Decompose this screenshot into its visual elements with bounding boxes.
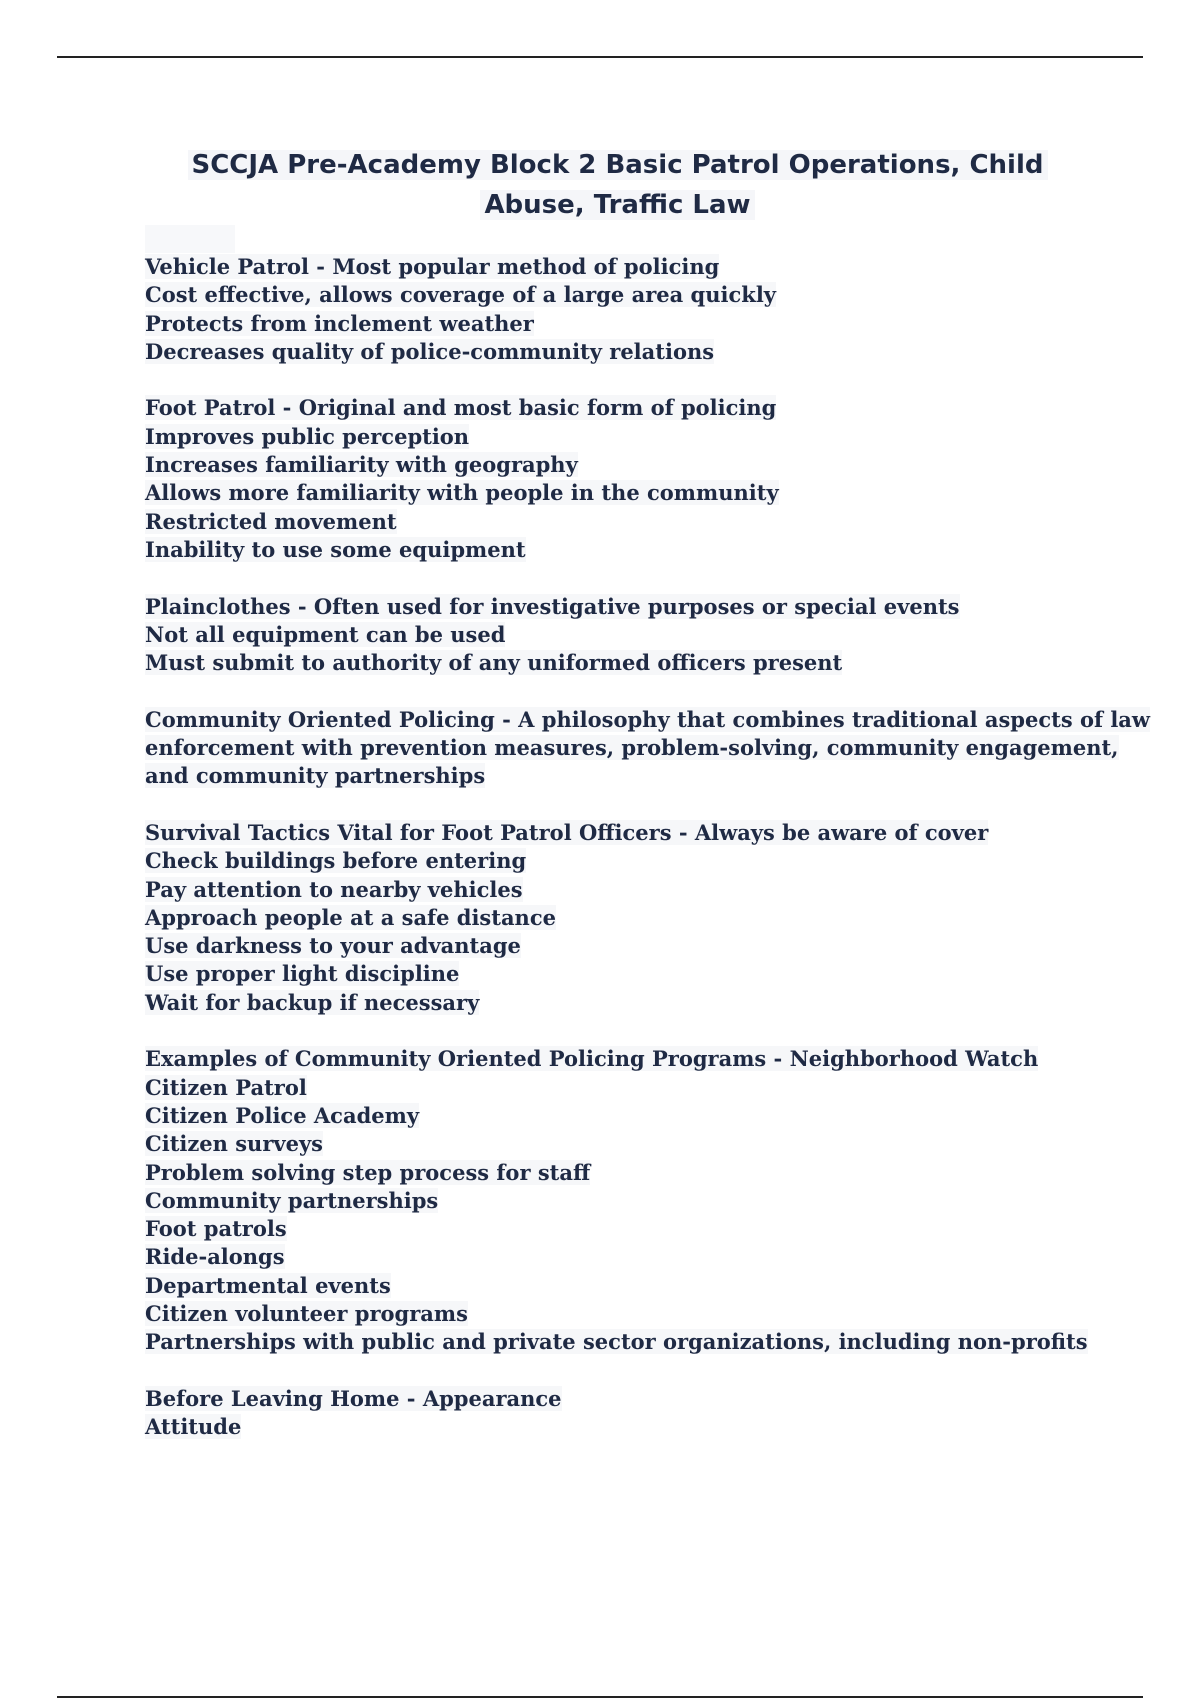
section-line <box>145 1102 1095 1130</box>
section-line <box>145 989 1095 1017</box>
section-line <box>145 1300 1095 1328</box>
section-line <box>145 479 1095 507</box>
section-line <box>145 621 1095 649</box>
line-text: Protects from inclement weather <box>145 310 534 336</box>
section-heading-line <box>145 819 1095 847</box>
line-text: Citizen Police Academy <box>145 1102 420 1128</box>
line-text: Plainclothes - Often used for investigative purposes or special events <box>145 593 960 619</box>
line-text: and community partnerships <box>145 763 486 789</box>
section-line <box>145 338 1095 366</box>
line-text: Problem solving step process for staff <box>145 1159 591 1185</box>
line-text: enforcement with prevention measures, problem-solving, community engagement, <box>145 735 1119 761</box>
line-text: Increases familiarity with geography <box>145 452 578 478</box>
section-line <box>145 932 1095 960</box>
line-text: Vehicle Patrol - Most popular method of policing <box>145 254 720 279</box>
line-text: Before Leaving Home - Appearance <box>145 1385 562 1411</box>
line-text: Allows more familiarity with people in the community <box>145 480 779 506</box>
title-line-2: Abuse, Traffic Law <box>480 190 754 220</box>
section-line <box>145 1328 1095 1356</box>
line-text: Survival Tactics Vital for Foot Patrol Officers - Always be aware of cover <box>145 819 989 845</box>
section-heading-line <box>145 394 1095 422</box>
document-body <box>145 253 1150 1470</box>
line-text: Foot patrols <box>145 1216 287 1242</box>
section-heading-line <box>145 1045 1095 1073</box>
line-text: Approach people at a safe distance <box>145 904 556 930</box>
section-line <box>145 1272 1095 1300</box>
line-text: Wait for backup if necessary <box>145 989 480 1015</box>
bottom-rule <box>57 1696 1143 1698</box>
line-text: Must submit to authority of any uniformed officers present <box>145 650 843 676</box>
section-line <box>145 1215 1095 1243</box>
section-line <box>145 508 1095 536</box>
line-text: Restricted movement <box>145 508 397 534</box>
section-line <box>145 423 1095 451</box>
section-line <box>145 536 1095 564</box>
section <box>145 394 1095 564</box>
section-line <box>145 847 1095 875</box>
section-line <box>145 960 1095 988</box>
line-text: Partnerships with public and private sector organizations, including non-profits <box>145 1329 1088 1355</box>
top-rule <box>57 56 1143 58</box>
line-text: Use darkness to your advantage <box>145 933 521 959</box>
section-line <box>145 734 1119 762</box>
section-line <box>145 281 1095 309</box>
line-text: Inability to use some equipment <box>145 536 526 562</box>
section-heading-line <box>145 1385 1095 1413</box>
line-text: Check buildings before entering <box>145 848 527 874</box>
line-text: Citizen Patrol <box>145 1074 307 1100</box>
line-text: Pay attention to nearby vehicles <box>145 876 523 902</box>
section-line <box>145 1159 1095 1187</box>
section-heading-line <box>145 593 1095 621</box>
line-text: Citizen volunteer programs <box>145 1300 468 1326</box>
section <box>145 593 1095 678</box>
section <box>145 253 1095 366</box>
line-text: Not all equipment can be used <box>145 621 506 647</box>
section-line <box>145 649 1095 677</box>
section-line <box>145 876 1095 904</box>
line-text: Foot Patrol - Original and most basic form of policing <box>145 395 777 421</box>
blank-highlight <box>145 225 235 253</box>
section-line <box>145 904 1095 932</box>
line-text: Attitude <box>145 1414 242 1440</box>
document-title <box>140 145 1095 225</box>
section-line <box>145 1130 1095 1158</box>
line-text: Community partnerships <box>145 1187 439 1213</box>
section-heading-line <box>145 706 1150 734</box>
line-text: Community Oriented Policing - A philosophy that combines traditional aspects of law <box>145 706 1150 732</box>
section-line <box>145 1413 1095 1441</box>
line-text: Ride-alongs <box>145 1244 285 1270</box>
line-text: Departmental events <box>145 1272 391 1298</box>
section <box>145 706 1150 791</box>
section-line <box>145 1243 1095 1271</box>
section-line <box>145 451 1095 479</box>
section-line <box>145 1074 1095 1102</box>
line-text: Citizen surveys <box>145 1131 323 1157</box>
line-text: Improves public perception <box>145 423 470 449</box>
section-heading-line <box>145 253 1095 281</box>
section-line <box>145 1187 1095 1215</box>
section-line <box>145 762 1095 790</box>
title-line-1: SCCJA Pre-Academy Block 2 Basic Patrol Operations, Child <box>188 150 1048 180</box>
section <box>145 819 1095 1017</box>
line-text: Cost effective, allows coverage of a large area quickly <box>145 282 776 308</box>
line-text: Decreases quality of police-community relations <box>145 338 715 364</box>
section-line <box>145 310 1095 338</box>
line-text: Use proper light discipline <box>145 961 460 987</box>
section <box>145 1045 1095 1356</box>
section <box>145 1385 1095 1442</box>
line-text: Examples of Community Oriented Policing Programs - Neighborhood Watch <box>145 1046 1039 1072</box>
